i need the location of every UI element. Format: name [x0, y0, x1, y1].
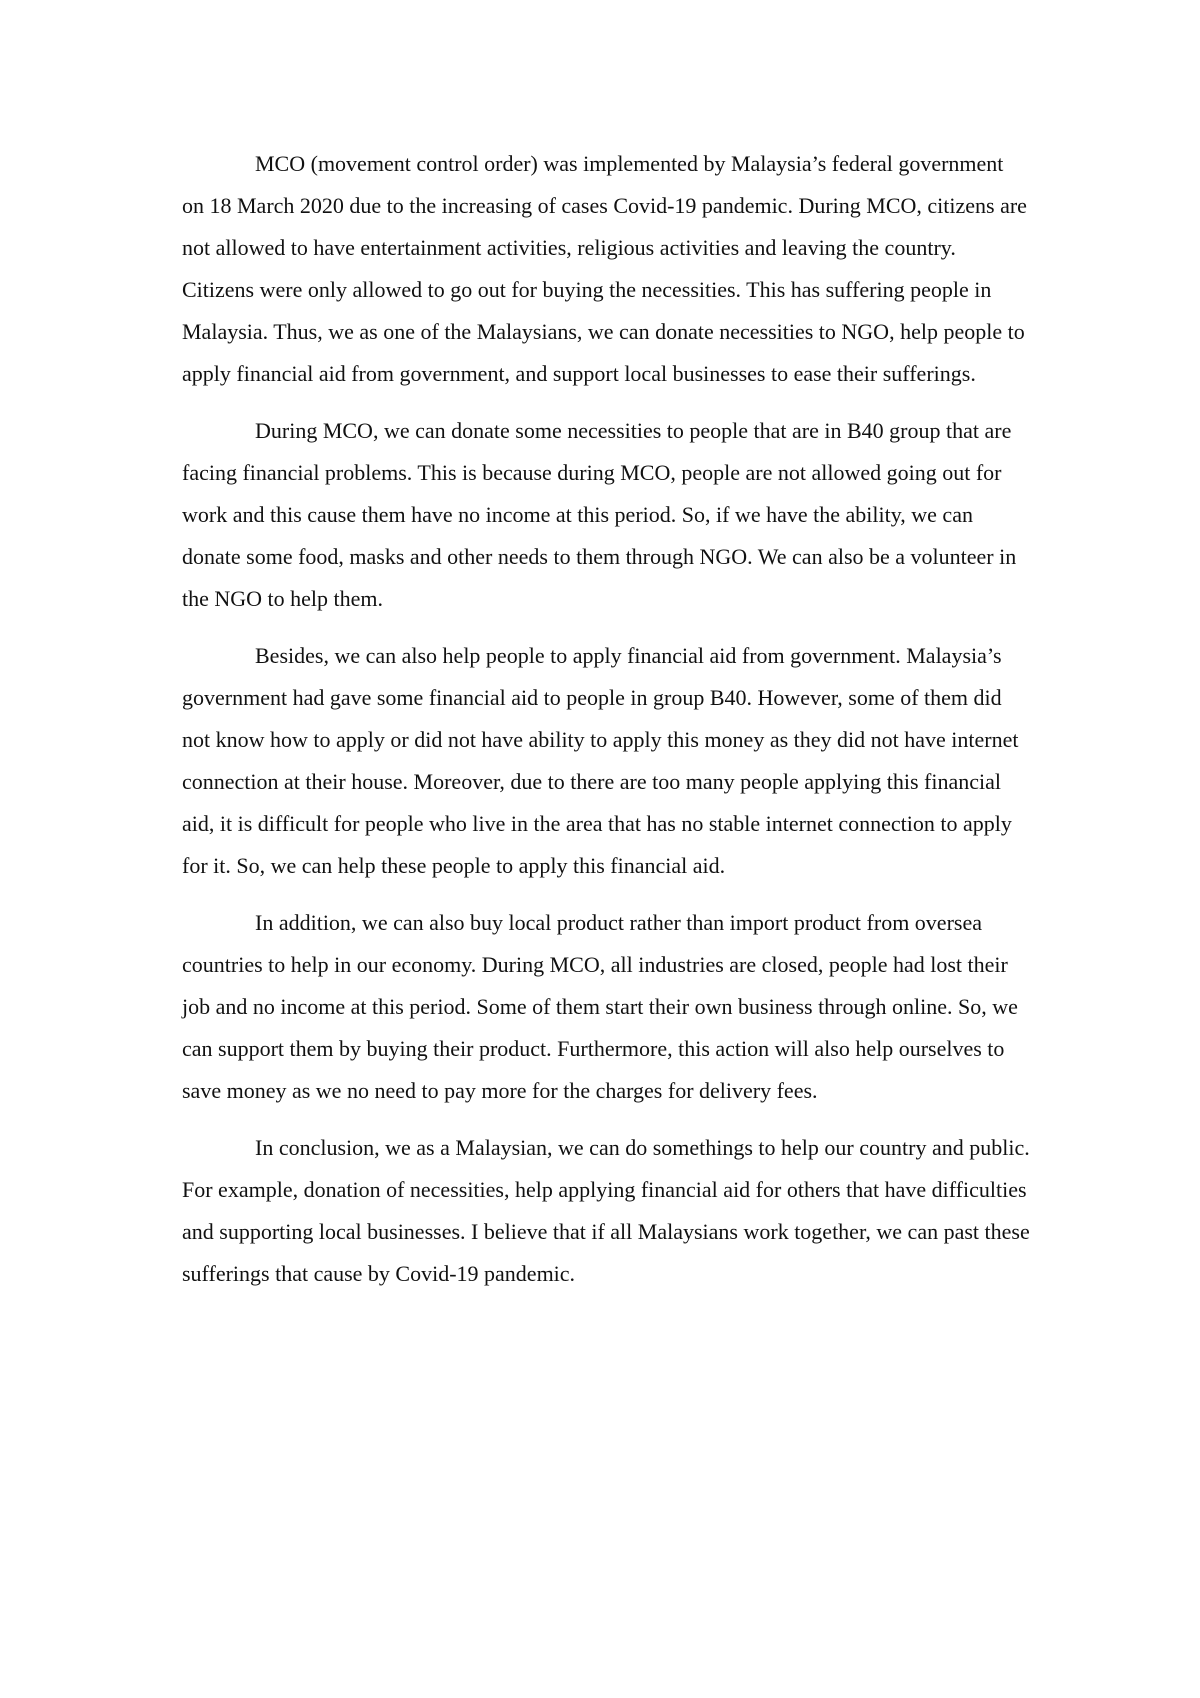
paragraph-introduction: MCO (movement control order) was implemented by Malaysia’s federal government on 18 March 2020 due to the increasing of cases Covid-19 pandemic. During MCO, citizens are not allowed to have entertainment activities, religious activities and leaving the country. Citizens were only allowed to go out for buying the necessities. This has suffering people in Malaysia. Thus, we as one of the Malaysians, we can donate necessities to NGO, help people to apply financial aid from government, and support local businesses to ease their sufferings.: [182, 151, 1027, 386]
document-body: [182, 143, 1030, 1310]
paragraph-donate-necessities: During MCO, we can donate some necessities to people that are in B40 group that are facing financial problems. This is because during MCO, people are not allowed going out for work and this cause them have no income at this period. So, if we have the ability, we can donate some food, masks and other needs to them through NGO. We can also be a volunteer in the NGO to help them.: [182, 418, 1017, 611]
paragraph-conclusion: In conclusion, we as a Malaysian, we can do somethings to help our country and public. For example, donation of necessities, help applying financial aid for others that have difficulties and supporting local businesses. I believe that if all Malaysians work together, we can past these sufferings that cause by Covid-19 pandemic.: [182, 1135, 1030, 1286]
paragraph-financial-aid: Besides, we can also help people to apply financial aid from government. Malaysia’s government had gave some financial aid to people in group B40. However, some of them did not know how to apply or did not have ability to apply this money as they did not have internet connection at their house. Moreover, due to there are too many people applying this financial aid, it is difficult for people who live in the area that has no stable internet connection to apply for it. So, we can help these people to apply this financial aid.: [182, 643, 1019, 878]
paragraph-local-businesses: In addition, we can also buy local product rather than import product from oversea countries to help in our economy. During MCO, all industries are closed, people had lost their job and no income at this period. Some of them start their own business through online. So, we can support them by buying their product. Furthermore, this action will also help ourselves to save money as we no need to pay more for the charges for delivery fees.: [182, 910, 1018, 1103]
